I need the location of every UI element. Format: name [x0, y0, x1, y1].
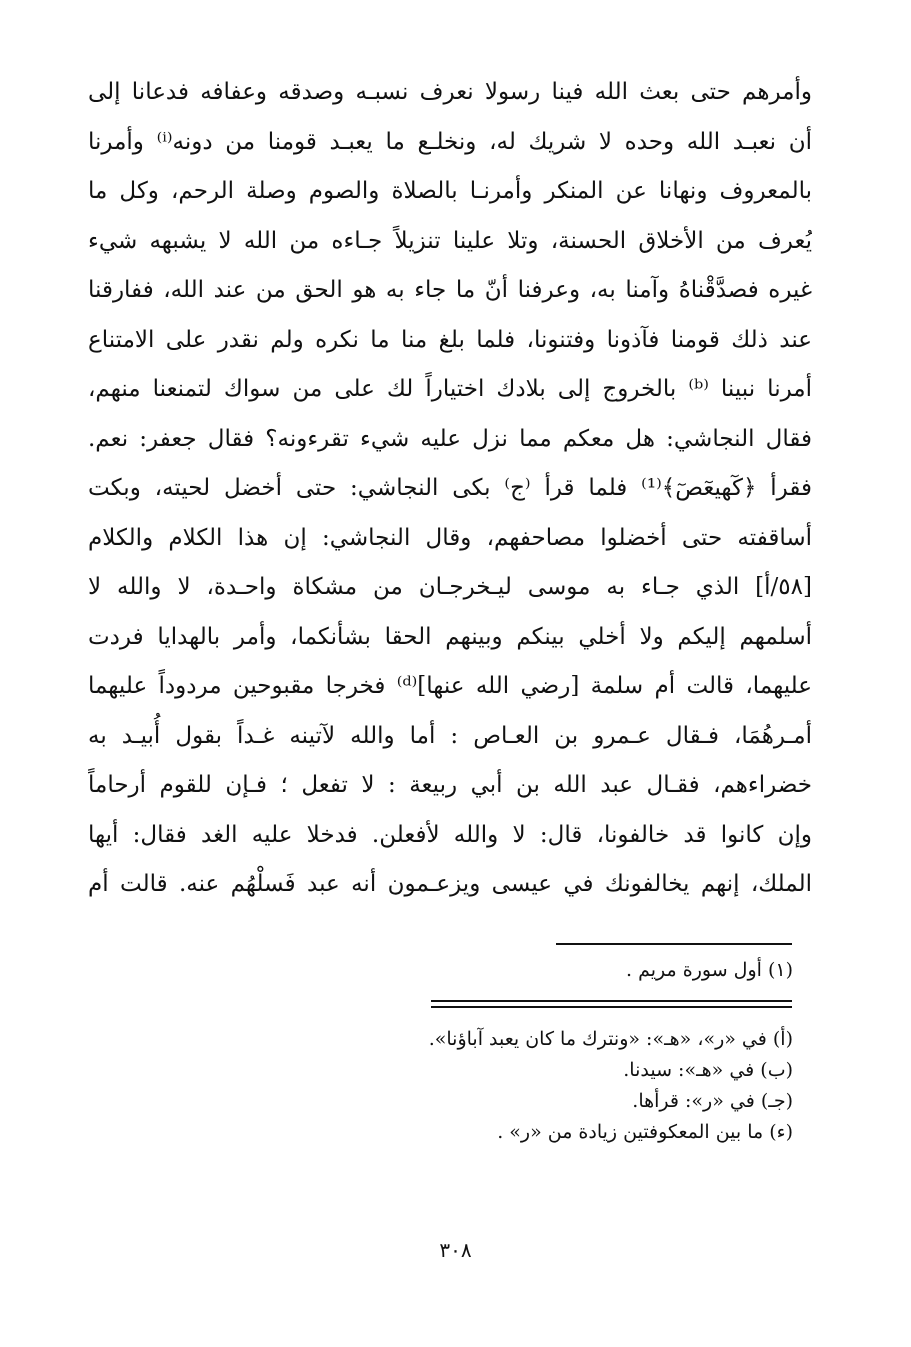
text-line: أسلمهم إليكم ولا أخلي بينكم وبينهم الحقا بشأنكما، وأمر بالهدايا فردت: [88, 623, 812, 650]
main-text-block: [88, 68, 812, 910]
text-line: بالمعروف ونهانا عن المنكر وأمرنـا بالصلاة والصوم وصلة الرحم، وكل ما: [88, 178, 812, 204]
text-line: الملك، إنهم يخالفونك في عيسى ويزعـمون أنه عبد فَسلْهُم عنه. قالت أم: [88, 871, 812, 897]
text-line: يُعرف من الأخلاق الحسنة، وتلا علينا تنزيلاً جـاءه من الله لا يشبهه شيء: [88, 227, 812, 254]
footnote-separator: [556, 943, 792, 945]
text-line: فقال النجاشي: هل معكم مما نزل عليه شيء تقرءونه؟ فقال جعفر: نعم.: [88, 425, 812, 452]
lettered-footnotes: [429, 1024, 793, 1148]
footnote: (١) أول سورة مريم .: [626, 959, 793, 981]
text-line: أن نعبـد الله وحده لا شريك له، ونخلـع ما يعبـد قومنا من دونه⁽ⁱ⁾ وأمرنا: [88, 128, 812, 155]
text-line: غيره فصدَّقْناهُ وآمنا به، وعرفنا أنّ ما جاء به هو الحق من عند الله، ففارقنا: [88, 277, 812, 303]
text-line: أمـرهُمَا، فـقال عـمرو بن العـاص : أما والله لآتينه غـداً بقول أُبيـد به: [88, 722, 812, 749]
footnote: (أ) في «ر»، «هـ»: «ونترك ما كان يعبد آباؤنا».: [428, 1028, 793, 1050]
text-line: خضراءهم، فقـال عبد الله بن أبي ربيعة : لا تفعل ؛ فـإن للقوم أرحاماً: [88, 772, 812, 798]
text-line: وأمرهم حتى بعث الله فينا رسولا نعرف نسبـه وصدقه وعفافه فدعانا إلى: [88, 79, 812, 105]
footnote: (جـ) في «ر»: قرأها.: [632, 1090, 793, 1112]
text-line: وإن كانوا قد خالفونا، قال: لا والله لأفعلن. فدخلا عليه الغد فقال: أيها: [88, 821, 812, 848]
text-line: أمرنا نبينا ⁽ᵇ⁾ بالخروج إلى بلادك اختياراً لك على من سواك لتمنعنا منهم،: [88, 376, 812, 402]
numbered-footnotes: [626, 955, 793, 986]
text-line: عند ذلك قومنا فآذونا وفتنونا، فلما بلغ منا ما نكره ولم نقدر على الامتناع: [88, 326, 812, 353]
footnote: (ب) في «هـ»: سيدنا.: [623, 1059, 793, 1081]
text-line: [٥٨/أ] الذي جـاء به موسى ليـخرجـان من مشكاة واحـدة، لا والله لا: [88, 574, 812, 600]
footnote-double-separator: [431, 1000, 792, 1008]
text-line: عليهما، قالت أم سلمة [رضي الله عنها]⁽ᵈ⁾ فخرجا مقبوحين مردوداً عليهما: [88, 673, 812, 699]
footnote: (ء) ما بين المعكوفتين زيادة من «ر» .: [497, 1121, 793, 1143]
page-number: ٣٠٨: [439, 1238, 472, 1262]
text-line: فقرأ ﴿كٓهيعٓصٓ﴾⁽¹⁾ فلما قرأ ⁽ج⁾ بكى النجاشي: حتى أخضل لحيته، وبكت: [88, 475, 812, 501]
text-line: أساقفته حتى أخضلوا مصاحفهم، وقال النجاشي: إن هذا الكلام والكلام: [88, 524, 812, 551]
